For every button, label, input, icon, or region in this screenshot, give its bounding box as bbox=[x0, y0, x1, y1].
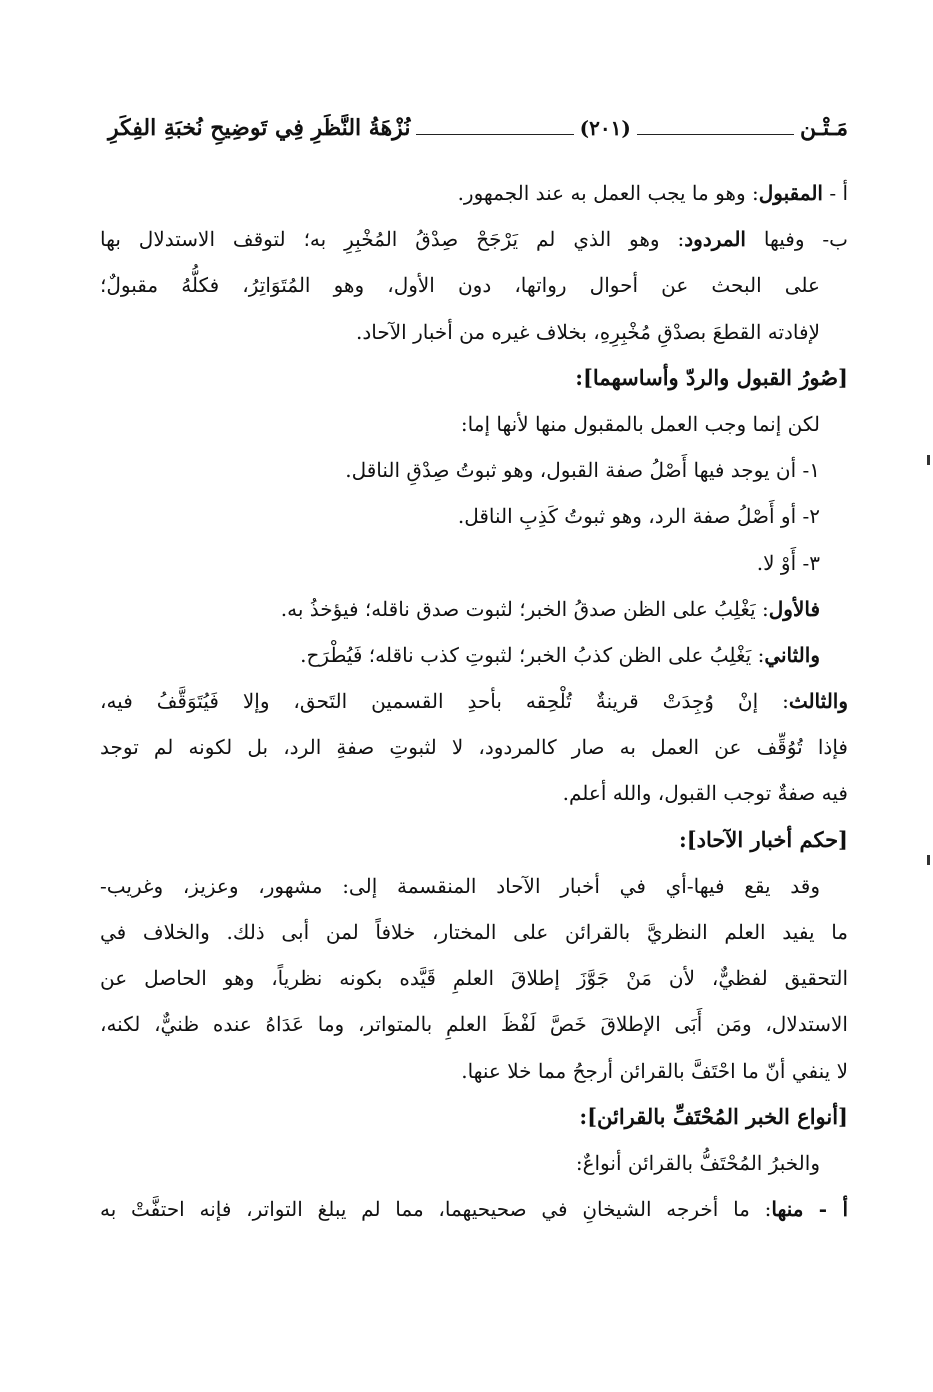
text-line bbox=[100, 1001, 848, 1047]
line-text: : يَغْلِبُ على الظن صدقُ الخبر؛ لثبوت صدق ناقله؛ فيؤخذُ به. bbox=[280, 596, 769, 621]
section-heading bbox=[100, 1094, 848, 1140]
text-line bbox=[100, 1186, 848, 1232]
bold-term: [أنواع الخبر المُحْتَفِّ بالقرائن]: bbox=[579, 1103, 848, 1129]
bold-term: المقبول bbox=[758, 181, 823, 205]
text-line bbox=[100, 540, 848, 586]
text-line bbox=[100, 170, 848, 216]
text-line bbox=[100, 909, 848, 955]
body-text bbox=[100, 170, 848, 1280]
bold-term: أ - منها bbox=[771, 1197, 848, 1222]
text-line bbox=[100, 401, 848, 447]
running-header bbox=[108, 108, 848, 148]
line-text: : وهو ما يجب العمل به عند الجمهور. bbox=[457, 181, 759, 205]
line-text: ما يفيد العلم النظريَّ بالقرائن على المختار، خلافاً لمن أبى ذلك. والخلاف في bbox=[100, 920, 848, 944]
line-text: فإذا تُوُقِّف عن العمل به صار كالمردود، لا لثبوتِ صفةِ الرد، بل لكونه لم توجد bbox=[100, 735, 848, 760]
line-text: لكن إنما وجب العمل بالمقبول منها لأنها إما: bbox=[460, 411, 820, 436]
line-text: : وهو الذي لم يَرْجَحْ صِدْقُ المُخْبِرِ به؛ لتوقف الاستدلال بها bbox=[100, 227, 685, 252]
bold-term: والثاني bbox=[764, 642, 820, 667]
text-line bbox=[100, 309, 848, 355]
line-text: التحقيق لفظيٌّ، لأن مَنْ جَوَّزَ إطلاقَ العلمِ قَيَّده بكونه نظرياً، وهو الحاصل عن bbox=[100, 966, 848, 991]
text-line bbox=[100, 955, 848, 1001]
line-text: على البحث عن أحوال رواتها، دون الأول، وهو المُتَوَاتِرُ، فكلُّهُ مقبولٌ؛ bbox=[100, 273, 820, 298]
line-text: والخبرُ المُحْتَفُّ بالقرائن أنواعٌ: bbox=[575, 1150, 820, 1175]
text-line bbox=[100, 216, 848, 262]
text-line bbox=[100, 1140, 848, 1186]
bold-term: المردود bbox=[684, 227, 746, 252]
bold-term: [حكم أخبار الآحاد]: bbox=[678, 826, 848, 852]
line-text: ٣- أَوْ لا. bbox=[756, 550, 820, 575]
line-text: : ما أخرجه الشيخانِ في صحيحيهما، مما لم يبلغ التواتر، فإنه احتفَّتْ به bbox=[100, 1197, 772, 1222]
page-number: (٢٠١) bbox=[579, 116, 631, 140]
text-line bbox=[100, 863, 848, 909]
header-rule-left bbox=[416, 134, 573, 135]
bold-term: [صُورُ القبول والردّ وأساسهما]: bbox=[575, 364, 848, 390]
line-text: الاستدلال، ومَن أَبَى الإطلاقَ خَصَّ لَفْظَ العلمِ بالمتواتر، وما عَدَاهُ عنده ظنيٌّ، لكنه، bbox=[100, 1012, 848, 1037]
line-text: لإفادته القطعَ بصدْقِ مُخْبِرِهِ، بخلاف غيره من أخبار الآحاد. bbox=[356, 319, 820, 344]
bold-term: والثالث bbox=[788, 689, 848, 714]
header-rule-right bbox=[637, 134, 794, 135]
text-line bbox=[100, 678, 848, 724]
line-text: أ - bbox=[822, 181, 848, 205]
section-heading bbox=[100, 355, 848, 401]
line-text: وقد يقع فيها-أي في أخبار الآحاد المنقسمة إلى: مشهور، وعزيز، وغريب- bbox=[100, 873, 820, 898]
text-line bbox=[100, 632, 848, 678]
line-text: : يَغْلِبُ على الظن كذبُ الخبر؛ لثبوتِ كذب ناقله؛ فَيُطْرَح. bbox=[300, 642, 765, 667]
text-line bbox=[100, 262, 848, 308]
text-line bbox=[100, 770, 848, 816]
line-text: فيه صفةٌ توجب القبول، والله أعلم. bbox=[562, 781, 848, 806]
text-line bbox=[100, 724, 848, 770]
margin-mark bbox=[927, 855, 930, 865]
book-title: نُزْهَةُ النَّظَرِ فِي تَوضِيحِ نُخبَةِ الفِكَرِ bbox=[108, 115, 411, 141]
text-line bbox=[100, 1048, 848, 1094]
margin-mark bbox=[927, 455, 930, 465]
text-line bbox=[100, 493, 848, 539]
line-text: : إنْ وُجِدَتْ قرينةٌ تُلْحِقه بأحدِ القسمين التَحق، وإلا فَيُتَوَقَّفُ فيه، bbox=[100, 689, 789, 714]
line-text: ب- وفيها bbox=[745, 227, 848, 252]
section-heading bbox=[100, 817, 848, 863]
header-section-label: مَـتْـن bbox=[799, 115, 848, 141]
line-text: ٢- أو أَصْلُ صفة الرد، وهو ثبوتُ كَذِبِ الناقل. bbox=[457, 504, 820, 529]
line-text: ١- أن يوجد فيها أَصْلُ صفة القبول، وهو ثبوتُ صِدْقِ الناقل. bbox=[345, 458, 820, 483]
text-line bbox=[100, 586, 848, 632]
text-line bbox=[100, 447, 848, 493]
bold-term: فالأول bbox=[768, 596, 820, 621]
line-text: لا ينفي أنّ ما احْتَفَّ بالقرائن أرجحُ مما خلا عنها. bbox=[461, 1058, 848, 1083]
